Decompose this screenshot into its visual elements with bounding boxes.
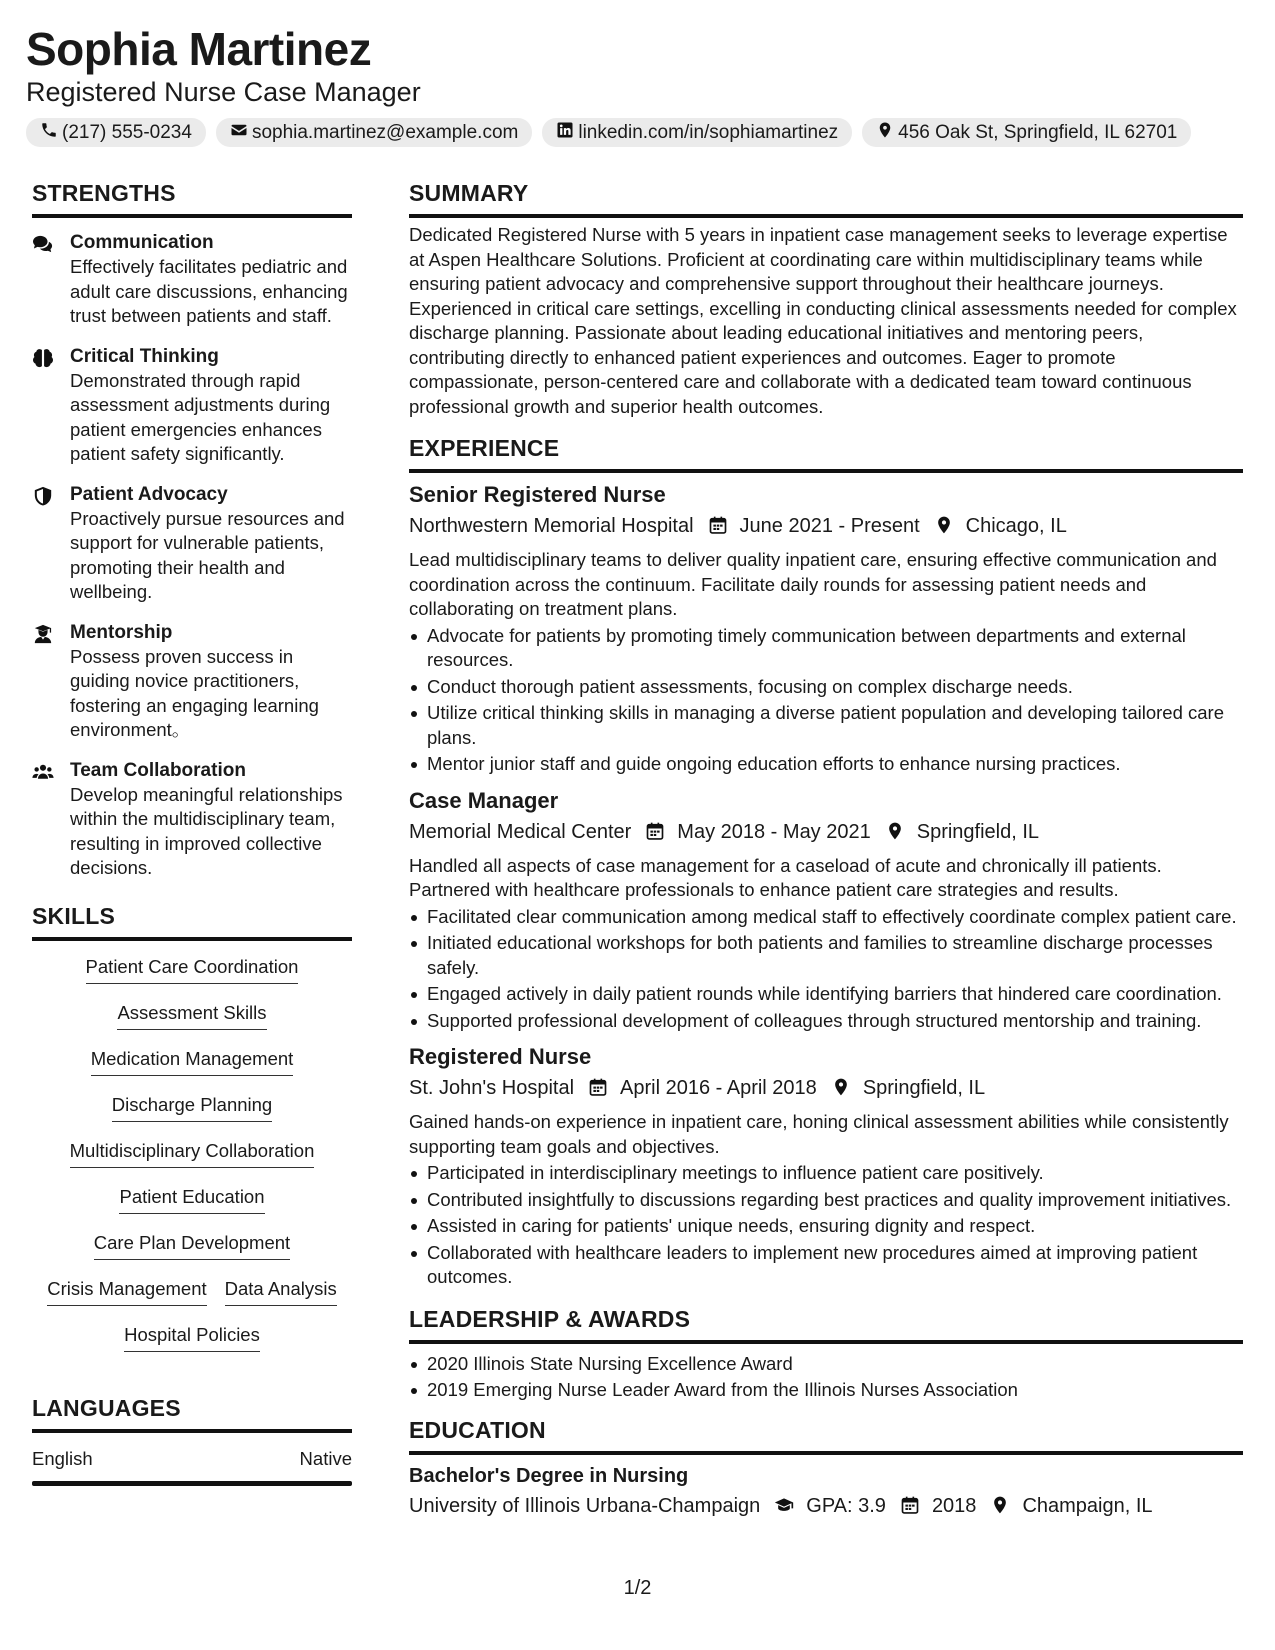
language-name: English (32, 1447, 93, 1469)
skill-tag: Patient Education (119, 1185, 264, 1214)
strength-item (32, 231, 352, 329)
list-item: 2019 Emerging Nurse Leader Award from the Illinois Nurses Association (409, 1378, 1243, 1403)
skill-tag: Care Plan Development (94, 1231, 290, 1260)
map-pin-icon (876, 121, 894, 145)
strength-description: Develop meaningful relationships within the multidisciplinary team, resulting in improved collective decisions. (70, 783, 343, 878)
gpa: GPA: 3.9 (806, 1494, 886, 1517)
job-description: Gained hands-on experience in inpatient care, honing clinical assessment abilities while consistently supporting team goals and objectives. (409, 1111, 1229, 1157)
language-proficiency-bar (32, 1481, 352, 1486)
list-item: Utilize critical thinking skills in managing a diverse patient population and developing tailored care plans. (409, 701, 1243, 750)
graduation-year: 2018 (931, 1494, 977, 1517)
job-entry (409, 1043, 1243, 1290)
job-bullets (409, 905, 1243, 1034)
job-title: Registered Nurse (409, 1044, 592, 1069)
list-item: Initiated educational workshops for both patients and families to streamline discharge processes safely. (409, 931, 1243, 980)
job-meta (409, 1073, 1243, 1103)
skill-tag: Medication Management (91, 1047, 294, 1076)
job-bullets (409, 1161, 1243, 1290)
job-location: Springfield, IL (916, 820, 1040, 843)
candidate-title: Registered Nurse Case Manager (26, 77, 421, 107)
list-item: Conduct thorough patient assessments, focusing on complex discharge needs. (409, 675, 1243, 700)
strength-item (32, 621, 352, 743)
school-name: University of Illinois Urbana-Champaign (409, 1494, 761, 1517)
graduation-cap-icon (774, 1495, 796, 1517)
skill-tag: Multidisciplinary Collaboration (70, 1139, 315, 1168)
list-item: Participated in interdisciplinary meetings to influence patient care positively. (409, 1161, 1243, 1186)
contact-linkedin[interactable] (542, 118, 852, 147)
skill-tag: Patient Care Coordination (86, 955, 299, 984)
contact-bar (26, 118, 1246, 147)
section-divider (409, 1451, 1243, 1455)
job-organization: Northwestern Memorial Hospital (409, 515, 694, 537)
calendar-icon (900, 1495, 922, 1517)
school-location: Champaign, IL (1022, 1494, 1153, 1517)
resume-header (26, 22, 1246, 147)
job-entry (409, 481, 1243, 777)
right-column (409, 178, 1243, 1521)
contact-phone-text: (217) 555-0234 (62, 121, 192, 143)
map-pin-icon (831, 1077, 853, 1099)
languages-section (32, 1393, 352, 1486)
education-heading: EDUCATION (409, 1416, 546, 1443)
language-level: Native (299, 1447, 352, 1469)
contact-phone[interactable] (26, 118, 206, 147)
job-meta (409, 511, 1243, 541)
map-pin-icon (934, 515, 956, 537)
strength-item (32, 345, 352, 467)
job-description: Lead multidisciplinary teams to deliver quality inpatient care, ensuring effective communication and coordination across the continuum. Facilitate daily rounds for assessing patient needs and collaborating on treatment plans. (409, 549, 1217, 619)
summary-text: Dedicated Registered Nurse with 5 years in inpatient case management seeks to leverage expertise at Aspen Healthcare Solutions. Proficient at coordinating care within multidisciplinary teams while ensuring patient advocacy and comprehensive support throughout their healthcare journeys. Experienced in critical care settings, excelling in conducting clinical assessments needed for complex discharge planning. Passionate about leading educational initiatives and mentoring peers, contributing directly to enhanced patient experiences and outcomes. Eager to promote compassionate, person-centered care and collaborate with a dedicated team toward continuous professional growth and superior health outcomes. (409, 224, 1237, 417)
list-item: Facilitated clear communication among medical staff to effectively coordinate complex patient care. (409, 905, 1243, 930)
section-divider (32, 214, 352, 218)
envelope-icon (230, 121, 248, 145)
shield-icon (32, 483, 70, 605)
left-column (32, 178, 352, 1486)
strength-item (32, 483, 352, 605)
job-dates: June 2021 - Present (739, 515, 920, 537)
strengths-section (32, 178, 352, 881)
brain-icon (32, 345, 70, 467)
awards-section (409, 1304, 1243, 1403)
job-dates: April 2016 - April 2018 (620, 1077, 817, 1099)
strength-name: Communication (70, 232, 214, 253)
section-divider (409, 214, 1243, 218)
language-row (32, 1447, 352, 1471)
job-entry (409, 787, 1243, 1034)
list-item: Advocate for patients by promoting timely communication between departments and external resources. (409, 624, 1243, 673)
degree-title: Bachelor's Degree in Nursing (409, 1464, 689, 1487)
section-divider (409, 469, 1243, 473)
job-title: Senior Registered Nurse (409, 482, 666, 507)
comments-icon (32, 231, 70, 329)
list-item: Supported professional development of colleagues through structured mentorship and training. (409, 1009, 1243, 1034)
job-meta (409, 817, 1243, 847)
skills-heading: SKILLS (32, 902, 115, 929)
strength-name: Critical Thinking (70, 345, 219, 367)
list-item: Mentor junior staff and guide ongoing education efforts to enhance nursing practices. (409, 752, 1243, 777)
strength-description: Effectively facilitates pediatric and adult care discussions, enhancing trust between patients and staff. (70, 256, 348, 326)
education-section (409, 1415, 1243, 1521)
languages-heading: LANGUAGES (32, 1394, 181, 1421)
skill-tag: Data Analysis (225, 1277, 337, 1306)
calendar-icon (708, 515, 730, 537)
experience-section (409, 433, 1243, 1290)
teacher-icon (32, 621, 70, 743)
skills-section (32, 901, 352, 1369)
calendar-icon (645, 821, 667, 843)
section-divider (32, 937, 352, 941)
list-item: Engaged actively in daily patient rounds while identifying barriers that hindered care coordination. (409, 982, 1243, 1007)
experience-heading: EXPERIENCE (409, 435, 560, 461)
awards-list (409, 1352, 1243, 1403)
awards-heading: LEADERSHIP & AWARDS (409, 1305, 691, 1332)
skill-tag: Discharge Planning (112, 1093, 272, 1122)
strength-name: Patient Advocacy (70, 483, 228, 505)
job-description: Handled all aspects of case management for a caseload of acute and chronically ill patients. Partnered with healthcare professionals to enhance patient care strategies and results. (409, 854, 1162, 900)
summary-section (409, 178, 1243, 419)
summary-heading: SUMMARY (409, 180, 529, 206)
contact-address[interactable] (862, 118, 1191, 147)
job-dates: May 2018 - May 2021 (677, 820, 871, 843)
list-item: Assisted in caring for patients' unique needs, ensuring dignity and respect. (409, 1214, 1243, 1239)
job-title: Case Manager (409, 787, 559, 813)
map-pin-icon (990, 1495, 1012, 1517)
job-location: Chicago, IL (965, 515, 1067, 537)
skill-tag: Assessment Skills (117, 1001, 266, 1030)
linkedin-icon (556, 121, 574, 145)
section-divider (409, 1340, 1243, 1344)
list-item: Contributed insightfully to discussions regarding best practices and quality improvement initiatives. (409, 1188, 1243, 1213)
strength-description: Demonstrated through rapid assessment adjustments during patient emergencies enhances patient safety significantly. (70, 369, 331, 464)
list-item: 2020 Illinois State Nursing Excellence Award (409, 1352, 1243, 1377)
contact-email[interactable] (216, 118, 532, 147)
contact-email-text: sophia.martinez@example.com (251, 121, 519, 143)
job-location: Springfield, IL (862, 1077, 986, 1099)
list-item: Collaborated with healthcare leaders to implement new procedures aimed at improving patient outcomes. (409, 1241, 1243, 1290)
calendar-icon (588, 1077, 610, 1099)
page-number: 1/2 (623, 1577, 652, 1599)
contact-address-text: 456 Oak St, Springfield, IL 62701 (898, 121, 1178, 143)
education-meta (409, 1491, 1243, 1521)
section-divider (32, 1429, 352, 1433)
map-pin-icon (885, 821, 907, 843)
candidate-name: Sophia Martinez (26, 23, 372, 75)
skill-tag: Hospital Policies (124, 1323, 260, 1352)
strength-item (32, 759, 352, 881)
strength-name: Team Collaboration (70, 759, 246, 781)
skill-tag: Crisis Management (47, 1277, 206, 1306)
contact-linkedin-text: linkedin.com/in/sophiamartinez (578, 121, 839, 143)
skills-list (32, 955, 352, 1369)
job-organization: St. John's Hospital (409, 1077, 575, 1099)
job-organization: Memorial Medical Center (409, 820, 632, 843)
job-bullets (409, 624, 1243, 777)
strength-description: Possess proven success in guiding novice practitioners, fostering an engaging learning environment。 (70, 645, 319, 740)
users-icon (32, 759, 70, 881)
strength-description: Proactively pursue resources and support for vulnerable patients, promoting their health and wellbeing. (70, 507, 345, 602)
phone-icon (40, 121, 58, 145)
strengths-heading: STRENGTHS (32, 180, 176, 206)
strength-name: Mentorship (70, 621, 173, 643)
